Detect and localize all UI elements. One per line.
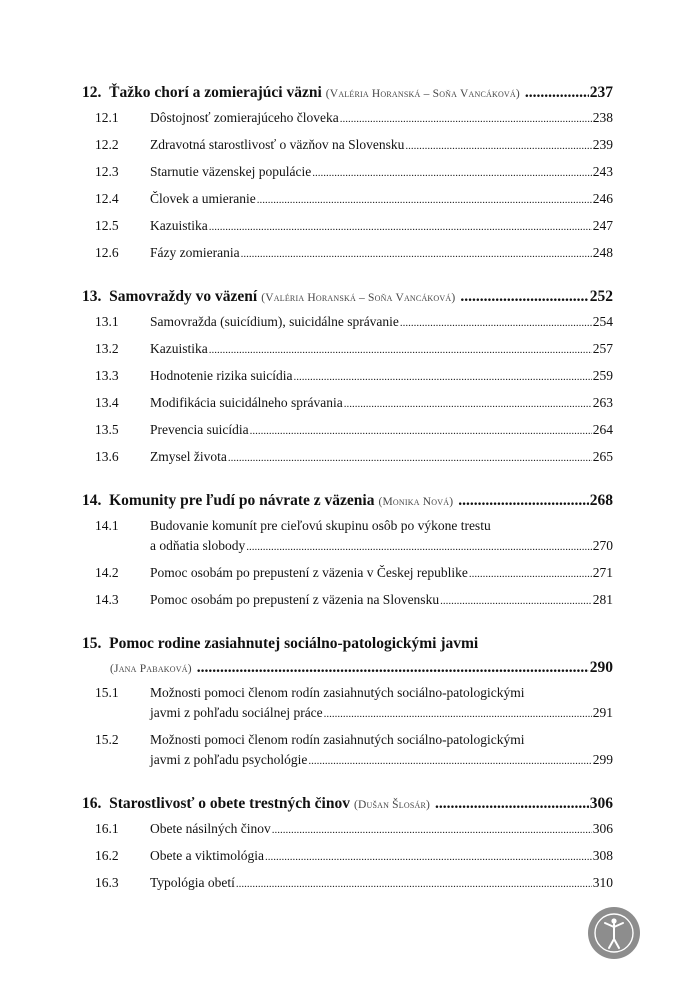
chapter-number: 13. [82,288,102,305]
entry-number: 12.5 [95,218,119,233]
entry-title-text: Fázy zomierania [150,245,240,260]
entry-line [150,243,613,264]
chapter-title-line [82,657,613,679]
leader-dots [469,564,592,584]
leader-dots [435,793,589,815]
toc-entry[interactable] [82,243,613,264]
entry-line [150,447,613,468]
entry-title-text: Pomoc osobám po prepustení z väzenia v Českej republike [150,565,468,580]
toc-entry[interactable] [82,730,613,771]
entry-page-number: 263 [592,395,613,410]
entry-body [150,447,613,468]
toc-entry[interactable] [82,339,613,360]
entry-line [150,393,613,414]
chapter-authors: (Valéria Horanská – Soňa Vancáková) [325,88,520,100]
entry-body [150,339,613,360]
entry-body [150,683,613,724]
entry-number: 12.3 [95,164,119,179]
toc-entry[interactable] [82,516,613,557]
entry-body [150,216,613,237]
entry-line [150,683,613,703]
leader-dots [293,367,591,387]
chapter-page-number: 268 [589,492,613,509]
chapter-title-text: Starostlivosť o obete trestných činov [109,795,350,812]
toc-entry[interactable] [82,312,613,333]
entry-page-number: 291 [592,705,613,720]
chapter-page-number: 252 [589,288,613,305]
entry-title-text: Kazuistika [150,341,208,356]
entry-number: 16.3 [95,875,119,890]
entry-title-text: Človek a umieranie [150,191,256,206]
entry-page-number: 248 [592,245,613,260]
entry-title-text: Typológia obetí [150,875,235,890]
entry-title-text: Možnosti pomoci členom rodín zasiahnutých sociálno-patologickými [150,732,525,747]
leader-dots [440,591,592,611]
chapter-title-text: Pomoc rodine zasiahnutej sociálno-patologickými javmi [109,635,479,652]
entry-title-text: a odňatia slobody [150,538,246,553]
chapter-authors: (Jana Pabaková) [110,663,192,675]
entry-body [150,846,613,867]
entry-title-text: Obete a viktimológia [150,848,264,863]
toc-entry[interactable] [82,447,613,468]
chapter-authors: (Monika Nová) [378,496,454,508]
toc-entry[interactable] [82,819,613,840]
leader-dots [209,217,592,237]
entry-body [150,366,613,387]
entry-title-text: Možnosti pomoci členom rodín zasiahnutých sociálno-patologickými [150,685,525,700]
entry-title-text: Samovražda (suicídium), suicidálne správanie [150,314,399,329]
entry-line [150,730,613,750]
toc-entry[interactable] [82,162,613,183]
entry-number: 12.1 [95,110,119,125]
chapter-authors: (Valéria Horanská – Soňa Vancáková) [261,292,456,304]
entry-number: 12.4 [95,191,119,206]
entry-title-text: Hodnotenie rizika suicídia [150,368,293,383]
entry-line [150,846,613,867]
entry-body [150,730,613,771]
leader-dots [340,109,592,129]
entry-title-text: Pomoc osobám po prepustení z väzenia na Slovensku [150,592,440,607]
entry-page-number: 265 [592,449,613,464]
chapter-title[interactable] [82,633,613,679]
toc-entry[interactable] [82,683,613,724]
chapter-section [82,633,613,771]
leader-dots [458,490,589,512]
chapter-page-number: 306 [589,795,613,812]
entry-line [150,420,613,441]
entry-line [150,108,613,129]
entry-body [150,516,613,557]
entry-body [150,393,613,414]
entry-title-text: javmi z pohľadu psychológie [150,752,308,767]
entry-body [150,243,613,264]
entry-body [150,135,613,156]
entry-page-number: 254 [592,314,613,329]
chapter-section [82,793,613,894]
leader-dots [525,82,589,104]
chapter-title[interactable] [82,793,613,815]
chapter-page-number: 237 [589,84,613,101]
toc-entry[interactable] [82,846,613,867]
entry-title-text: Budovanie komunít pre cieľovú skupinu osôb po výkone trestu [150,518,491,533]
chapter-number: 15. [82,635,102,652]
toc-entry[interactable] [82,189,613,210]
entry-number: 13.4 [95,395,119,410]
entry-line [150,366,613,387]
leader-dots [228,448,592,468]
chapter-number: 12. [82,84,102,101]
leader-dots [460,286,588,308]
leader-dots [400,313,592,333]
chapter-page-number: 290 [589,659,613,676]
entry-body [150,108,613,129]
chapter-title-line [82,633,613,655]
leader-dots [265,847,592,867]
leader-dots [209,340,592,360]
entry-body [150,189,613,210]
leader-dots [257,190,592,210]
chapter-title[interactable] [82,286,613,308]
entry-title-text: javmi z pohľadu sociálnej práce [150,705,323,720]
leader-dots [246,537,592,557]
leader-dots [197,657,589,679]
entry-title-text: Starnutie väzenskej populácie [150,164,312,179]
entry-body [150,162,613,183]
entry-page-number: 270 [592,538,613,553]
entry-line [150,536,613,557]
entry-number: 14.2 [95,565,119,580]
leader-dots [344,394,592,414]
entry-title-text: Prevencia suicídia [150,422,249,437]
entry-line [150,189,613,210]
chapter-title-text: Komunity pre ľudí po návrate z väzenia [109,492,375,509]
leader-dots [250,421,592,441]
chapter-section [82,286,613,468]
chapter-title[interactable] [82,490,613,512]
entry-line [150,819,613,840]
chapter-title-text: Ťažko chorí a zomierajúci väzni [109,84,322,101]
entry-line [150,563,613,584]
entry-number: 13.6 [95,449,119,464]
entry-line [150,873,613,894]
leader-dots [272,820,592,840]
chapter-section [82,82,613,264]
entry-title-text: Dôstojnosť zomierajúceho človeka [150,110,339,125]
entry-body [150,590,613,611]
entry-number: 13.2 [95,341,119,356]
entry-title-text: Zmysel života [150,449,227,464]
entry-line [150,339,613,360]
entry-body [150,420,613,441]
chapter-number: 16. [82,795,102,812]
entry-title-text: Kazuistika [150,218,208,233]
entry-number: 12.6 [95,245,119,260]
chapter-title[interactable] [82,82,613,104]
toc-entry[interactable] [82,366,613,387]
entry-number: 13.3 [95,368,119,383]
entry-number: 13.5 [95,422,119,437]
toc-entry[interactable] [82,135,613,156]
entry-page-number: 310 [592,875,613,890]
entry-body [150,873,613,894]
entry-page-number: 281 [592,592,613,607]
entry-title-text: Modifikácia suicidálneho správania [150,395,343,410]
leader-dots [236,874,592,894]
entry-page-number: 264 [592,422,613,437]
entry-line [150,750,613,771]
entry-body [150,563,613,584]
entry-page-number: 259 [592,368,613,383]
entry-page-number: 306 [592,821,613,836]
toc-entry[interactable] [82,108,613,129]
leader-dots [308,751,591,771]
entry-line [150,216,613,237]
entry-page-number: 257 [592,341,613,356]
entry-number: 14.1 [95,518,119,533]
table-of-contents [82,82,613,916]
entry-number: 15.1 [95,685,119,700]
entry-page-number: 299 [592,752,613,767]
entry-page-number: 246 [592,191,613,206]
toc-entry[interactable] [82,216,613,237]
entry-page-number: 238 [592,110,613,125]
entry-number: 14.3 [95,592,119,607]
entry-number: 15.2 [95,732,119,747]
chapter-title-text: Samovraždy vo väzení [109,288,258,305]
chapter-section [82,490,613,611]
leader-dots [324,704,592,724]
toc-entry[interactable] [82,590,613,611]
toc-entry[interactable] [82,873,613,894]
entry-page-number: 271 [592,565,613,580]
entry-page-number: 247 [592,218,613,233]
toc-entry[interactable] [82,563,613,584]
entry-line [150,590,613,611]
entry-page-number: 239 [592,137,613,152]
chapter-number: 14. [82,492,102,509]
entry-number: 13.1 [95,314,119,329]
entry-title-text: Zdravotná starostlivosť o väzňov na Slovensku [150,137,405,152]
leader-dots [241,244,592,264]
entry-body [150,819,613,840]
entry-line [150,162,613,183]
entry-page-number: 243 [592,164,613,179]
chapter-authors: (Dušan Šlosár) [353,799,431,811]
entry-line [150,516,613,536]
entry-page-number: 308 [592,848,613,863]
toc-entry[interactable] [82,420,613,441]
entry-number: 12.2 [95,137,119,152]
leader-dots [405,136,591,156]
leader-dots [312,163,592,183]
entry-number: 16.2 [95,848,119,863]
entry-body [150,312,613,333]
entry-line [150,312,613,333]
entry-title-text: Obete násilných činov [150,821,271,836]
entry-line [150,703,613,724]
toc-entry[interactable] [82,393,613,414]
entry-line [150,135,613,156]
figure-emblem-icon [587,906,641,960]
entry-number: 16.1 [95,821,119,836]
